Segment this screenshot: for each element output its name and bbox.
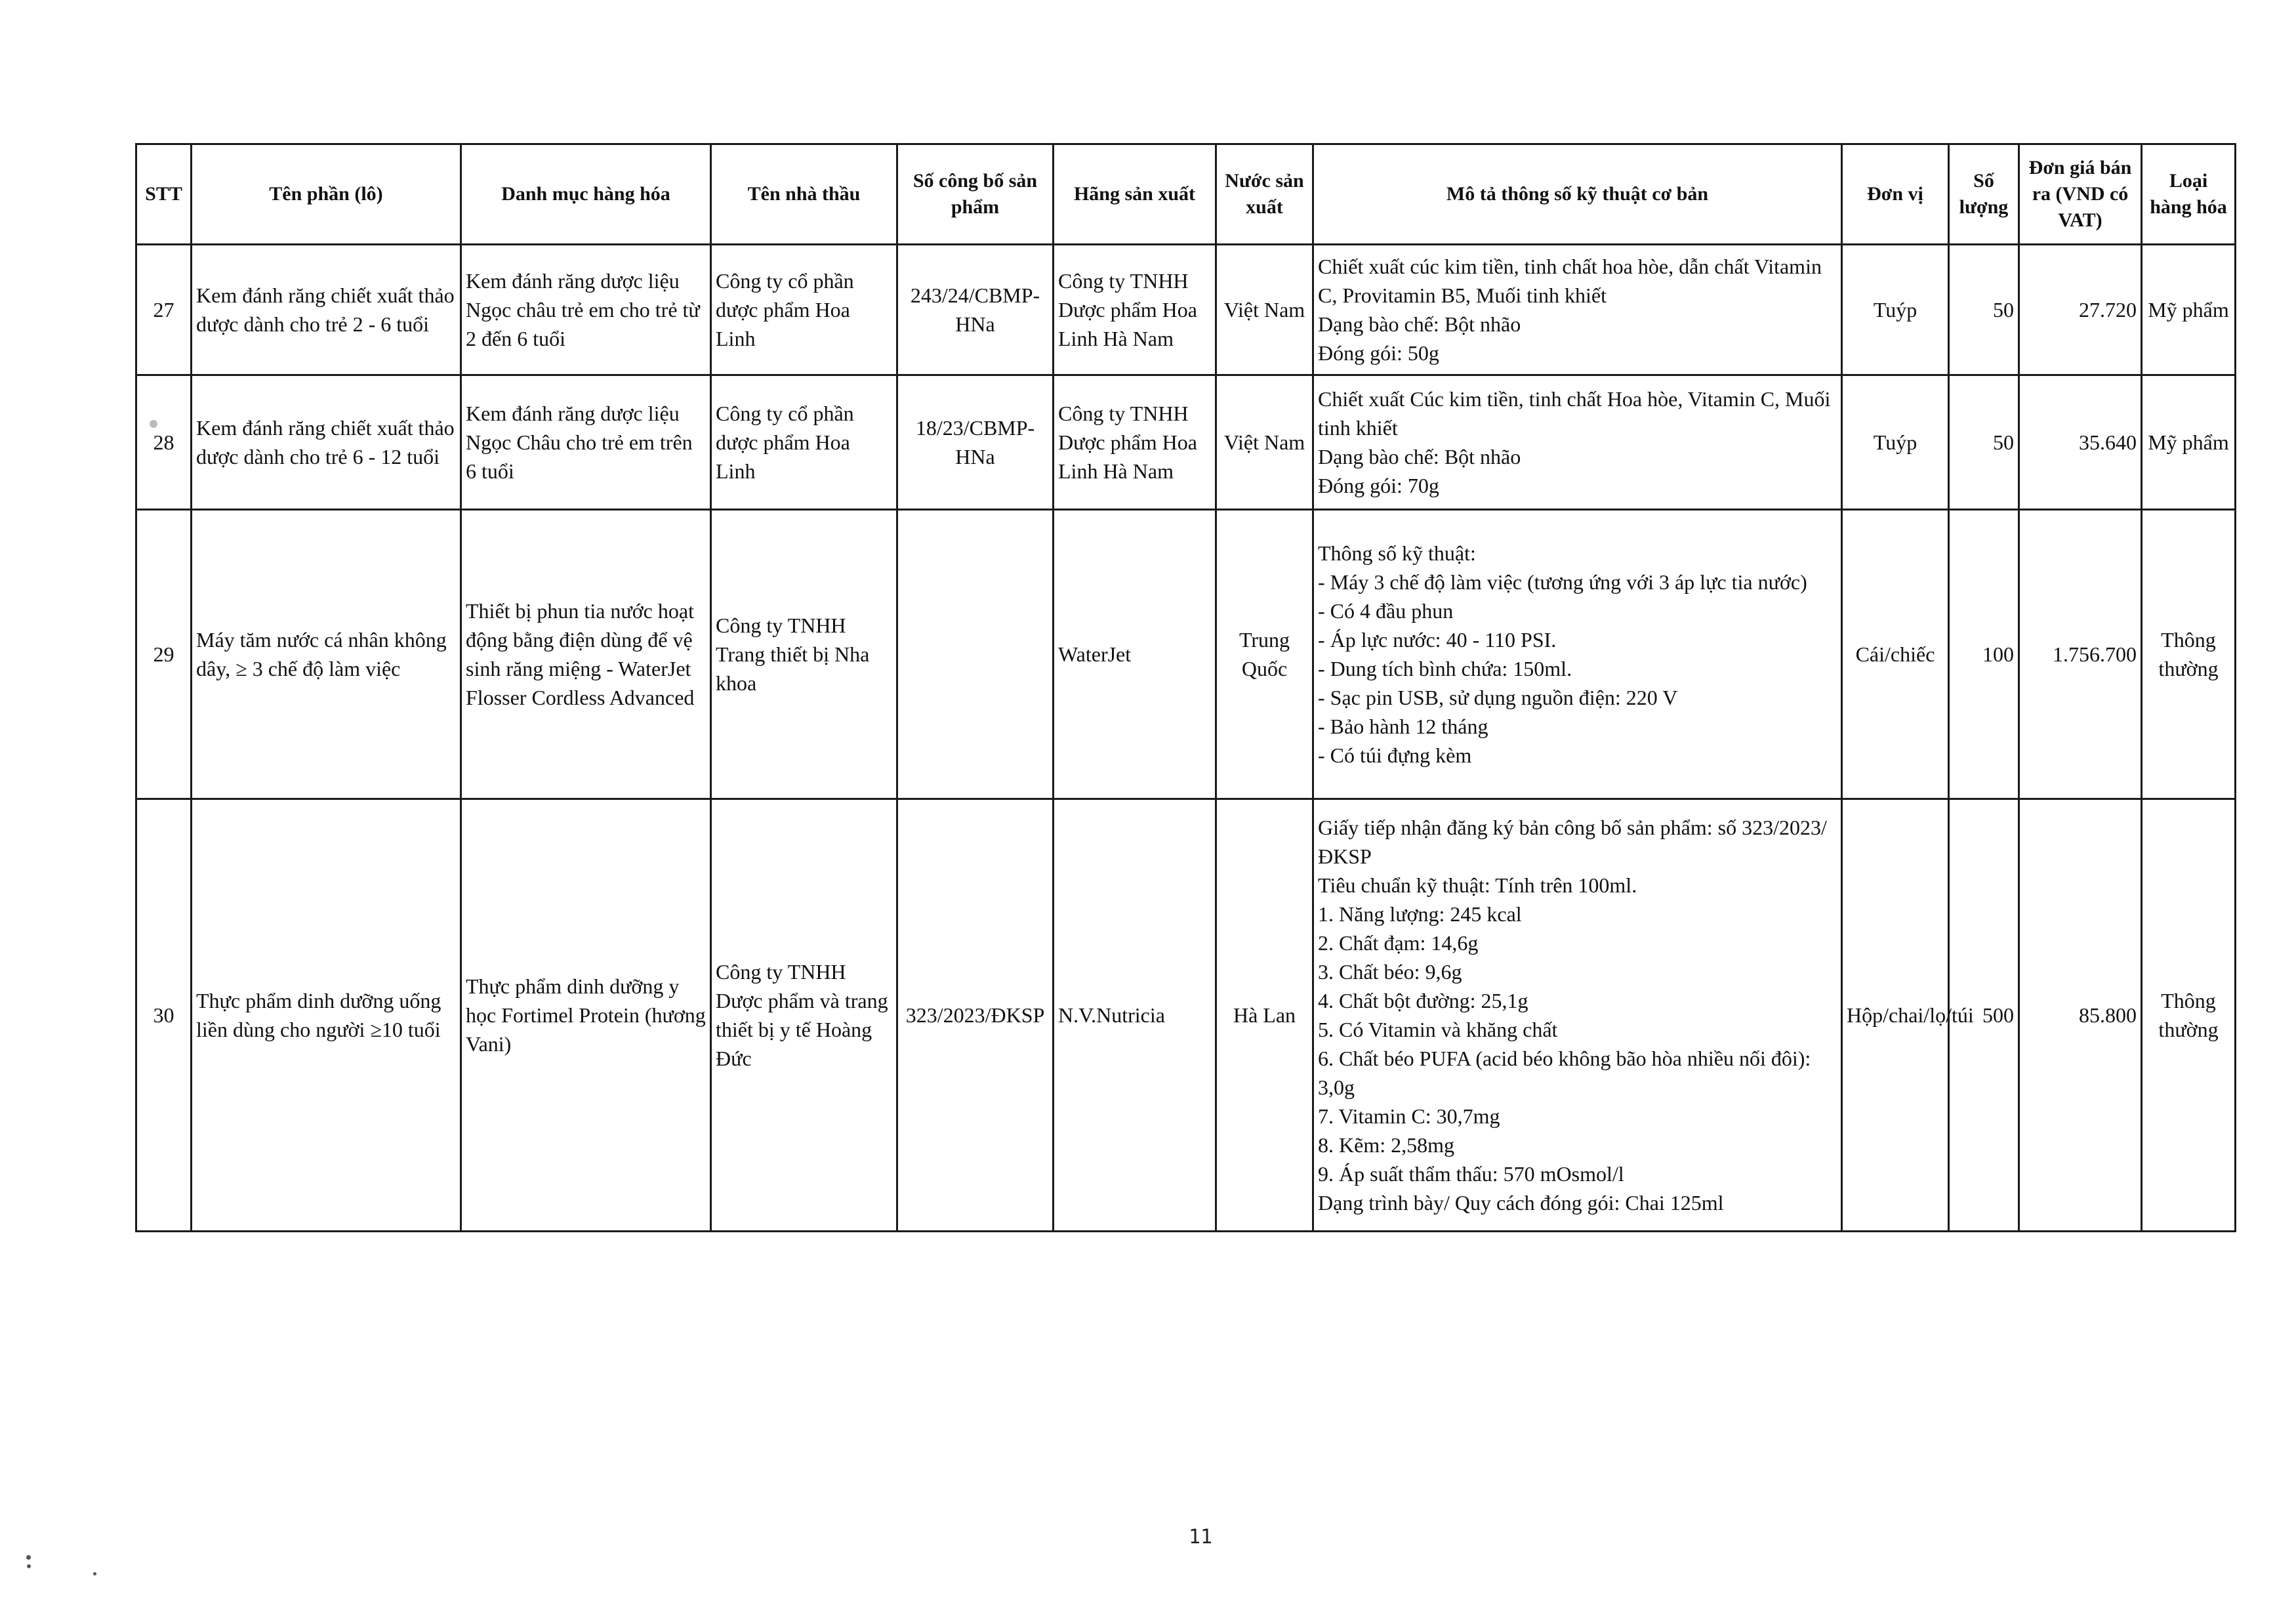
header-country: Nước sản xuất — [1216, 144, 1313, 245]
cell-stt: 28 — [136, 375, 192, 510]
table-row — [136, 799, 2236, 1232]
cell-unit: Hộp/chai/lọ/túi — [1842, 799, 1949, 1232]
cell-goods-category: Thực phẩm dinh dưỡng y học Fortimel Protein (hương Vani) — [461, 799, 711, 1232]
page-number: 11 — [1188, 1526, 1213, 1549]
header-manufacturer: Hãng sản xuất — [1054, 144, 1216, 245]
header-announcement-no: Số công bố sản phẩm — [897, 144, 1054, 245]
table-row — [136, 375, 2236, 510]
cell-spec: Thông số kỹ thuật: - Máy 3 chế độ làm việc (tương ứng với 3 áp lực tia nước) - Có 4 đầu phun - Áp lực nước: 40 - 110 PSI. - Dung tích bình chứa: 150ml. - Sạc pin USB, sử dụng nguồn điện: 220 V - Bảo hành 12 tháng - Có túi đựng kèm — [1313, 510, 1842, 799]
scan-speck — [27, 1564, 31, 1568]
cell-type: Thông thường — [2142, 799, 2236, 1232]
cell-country: Hà Lan — [1216, 799, 1313, 1232]
scan-speck — [150, 420, 157, 428]
cell-announcement-no: 18/23/CBMP-HNa — [897, 375, 1054, 510]
cell-goods-category: Thiết bị phun tia nước hoạt động bằng điện dùng để vệ sinh răng miệng - WaterJet Flosser Cordless Advanced — [461, 510, 711, 799]
cell-goods-category: Kem đánh răng dược liệu Ngọc châu trẻ em cho trẻ từ 2 đến 6 tuổi — [461, 245, 711, 375]
cell-country: Trung Quốc — [1216, 510, 1313, 799]
header-unit: Đơn vị — [1842, 144, 1949, 245]
cell-spec: Giấy tiếp nhận đăng ký bản công bố sản phẩm: số 323/2023/ĐKSP Tiêu chuẩn kỹ thuật: Tính trên 100ml. 1. Năng lượng: 245 kcal 2. Chất đạm: 14,6g 3. Chất béo: 9,6g 4. Chất bột đường: 25,1g 5. Có Vitamin và khăng chất 6. Chất béo PUFA (acid béo không bão hòa nhiều nối đôi): 3,0g 7. Vitamin C: 30,7mg 8. Kẽm: 2,58mg 9. Áp suất thẩm thấu: 570 mOsmol/l Dạng trình bày/ Quy cách đóng gói: Chai 125ml — [1313, 799, 1842, 1232]
cell-stt: 27 — [136, 245, 192, 375]
cell-lot-name: Kem đánh răng chiết xuất thảo dược dành cho trẻ 2 - 6 tuổi — [192, 245, 461, 375]
cell-announcement-no: 243/24/CBMP-HNa — [897, 245, 1054, 375]
cell-country: Việt Nam — [1216, 375, 1313, 510]
cell-manufacturer: Công ty TNHH Dược phẩm Hoa Linh Hà Nam — [1054, 245, 1216, 375]
header-stt: STT — [136, 144, 192, 245]
header-type: Loại hàng hóa — [2142, 144, 2236, 245]
cell-quantity: 50 — [1949, 375, 2019, 510]
cell-contractor: Công ty TNHH Dược phẩm và trang thiết bị y tế Hoàng Đức — [711, 799, 897, 1232]
cell-unit: Tuýp — [1842, 245, 1949, 375]
cell-manufacturer: Công ty TNHH Dược phẩm Hoa Linh Hà Nam — [1054, 375, 1216, 510]
header-spec: Mô tả thông số kỹ thuật cơ bản — [1313, 144, 1842, 245]
scan-speck — [93, 1572, 96, 1575]
cell-stt: 30 — [136, 799, 192, 1232]
cell-manufacturer: WaterJet — [1054, 510, 1216, 799]
header-goods-category: Danh mục hàng hóa — [461, 144, 711, 245]
table-row — [136, 245, 2236, 375]
cell-price: 85.800 — [2019, 799, 2142, 1232]
cell-price: 27.720 — [2019, 245, 2142, 375]
cell-spec: Chiết xuất cúc kim tiền, tinh chất hoa hòe, dẫn chất Vitamin C, Provitamin B5, Muối tinh khiết Dạng bào chế: Bột nhão Đóng gói: 50g — [1313, 245, 1842, 375]
cell-lot-name: Thực phẩm dinh dưỡng uống liền dùng cho người ≥10 tuổi — [192, 799, 461, 1232]
cell-contractor: Công ty cổ phần dược phẩm Hoa Linh — [711, 245, 897, 375]
table-header-row — [136, 144, 2236, 245]
cell-announcement-no: 323/2023/ĐKSP — [897, 799, 1054, 1232]
cell-quantity: 50 — [1949, 245, 2019, 375]
cell-announcement-no — [897, 510, 1054, 799]
header-quantity: Số lượng — [1949, 144, 2019, 245]
cell-stt: 29 — [136, 510, 192, 799]
header-price: Đơn giá bán ra (VND có VAT) — [2019, 144, 2142, 245]
cell-type: Thông thường — [2142, 510, 2236, 799]
cell-spec: Chiết xuất Cúc kim tiền, tinh chất Hoa hòe, Vitamin C, Muối tinh khiết Dạng bào chế: Bột nhão Đóng gói: 70g — [1313, 375, 1842, 510]
cell-type: Mỹ phẩm — [2142, 375, 2236, 510]
cell-country: Việt Nam — [1216, 245, 1313, 375]
header-contractor: Tên nhà thầu — [711, 144, 897, 245]
scan-speck — [26, 1555, 31, 1560]
cell-lot-name: Kem đánh răng chiết xuất thảo dược dành cho trẻ 6 - 12 tuổi — [192, 375, 461, 510]
cell-quantity: 100 — [1949, 510, 2019, 799]
cell-type: Mỹ phẩm — [2142, 245, 2236, 375]
table-row — [136, 510, 2236, 799]
cell-unit: Cái/chiếc — [1842, 510, 1949, 799]
cell-price: 1.756.700 — [2019, 510, 2142, 799]
cell-quantity: 500 — [1949, 799, 2019, 1232]
goods-spec-table — [135, 143, 2236, 1232]
cell-goods-category: Kem đánh răng dược liệu Ngọc Châu cho trẻ em trên 6 tuổi — [461, 375, 711, 510]
cell-manufacturer: N.V.Nutricia — [1054, 799, 1216, 1232]
cell-price: 35.640 — [2019, 375, 2142, 510]
header-lot-name: Tên phần (lô) — [192, 144, 461, 245]
cell-unit: Tuýp — [1842, 375, 1949, 510]
cell-contractor: Công ty TNHH Trang thiết bị Nha khoa — [711, 510, 897, 799]
cell-lot-name: Máy tăm nước cá nhân không dây, ≥ 3 chế độ làm việc — [192, 510, 461, 799]
cell-contractor: Công ty cổ phần dược phẩm Hoa Linh — [711, 375, 897, 510]
